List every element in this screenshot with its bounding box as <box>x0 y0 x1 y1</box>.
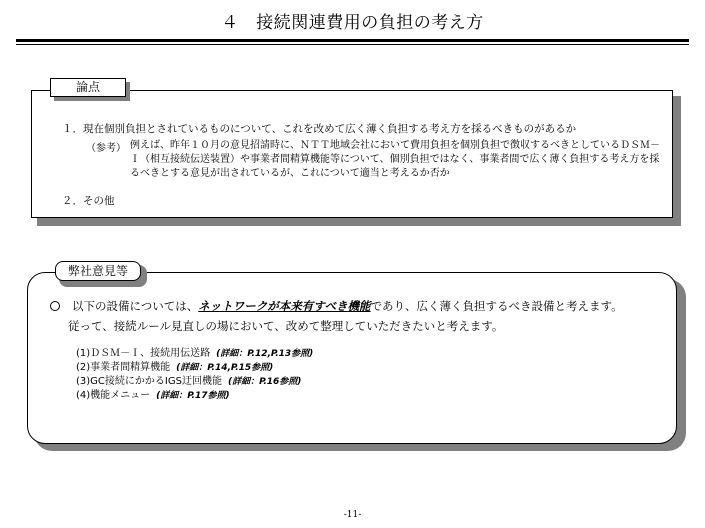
list-item-detail: (詳細：P.17参照) <box>156 391 230 401</box>
issue-2: ２．その他 <box>62 195 115 207</box>
opinion-line-2: 従って、接続ルール見直しの場において、改めて整理していただきたいと考えます。 <box>68 319 504 333</box>
opinion-line-1-emphasis: ネットワークが本来有すべき機能 <box>198 299 371 313</box>
title-rule-thin <box>16 44 689 45</box>
list-item-detail: (詳細：P.16参照) <box>227 377 302 387</box>
list-item-label: (3)GC接続にかかるIGS迂回機能 <box>76 376 222 387</box>
opinion-line-1 <box>72 298 623 314</box>
bullet-circle-icon <box>50 301 60 311</box>
list-item-label: (1)ＤＳＭ－Ｉ、接続用伝送路 <box>76 348 211 359</box>
list-item <box>76 389 313 403</box>
list-item-label: (4)機能メニュー <box>76 390 151 401</box>
equipment-list <box>76 347 313 403</box>
opinion-tab-label: 弊社意見等 <box>55 261 141 281</box>
list-item-detail: (詳細：P.14,P.15参照) <box>176 363 274 373</box>
list-item <box>76 347 313 361</box>
issues-tab-label: 論点 <box>50 78 126 97</box>
title-rule-thick <box>16 39 689 42</box>
issue-1: １．現在個別負担とされているものについて、これを改めて広く薄く負担する考え方を採るべきものがあるか <box>62 123 577 135</box>
opinion-line-1-after: であり、広く薄く負担するべき設備と考えます。 <box>370 299 623 313</box>
page-title: ４ 接続関連費用の負担の考え方 <box>221 13 484 33</box>
list-item-label: (2)事業者間精算機能 <box>76 362 171 373</box>
reference-label: （参考） <box>86 143 126 154</box>
page-number: -11- <box>343 510 362 520</box>
opinion-line-1-before: 以下の設備については、 <box>72 299 199 313</box>
list-item <box>76 361 313 375</box>
list-item <box>76 375 313 389</box>
reference-text: 例えば、昨年１０月の意見招請時に、ＮＴＴ地域会社において費用負担を個別負担で徴収するべきとしているＤＳＭ－Ｉ（相互接続伝送装置）や事業者間精算機能等について、個別負担ではなく、事業者間で広く薄く負担する考え方を採るべきとする意見が出されているが、これについて適当と考えるか否か <box>130 140 660 179</box>
list-item-detail: (詳細：P.12,P.13参照) <box>216 349 314 359</box>
